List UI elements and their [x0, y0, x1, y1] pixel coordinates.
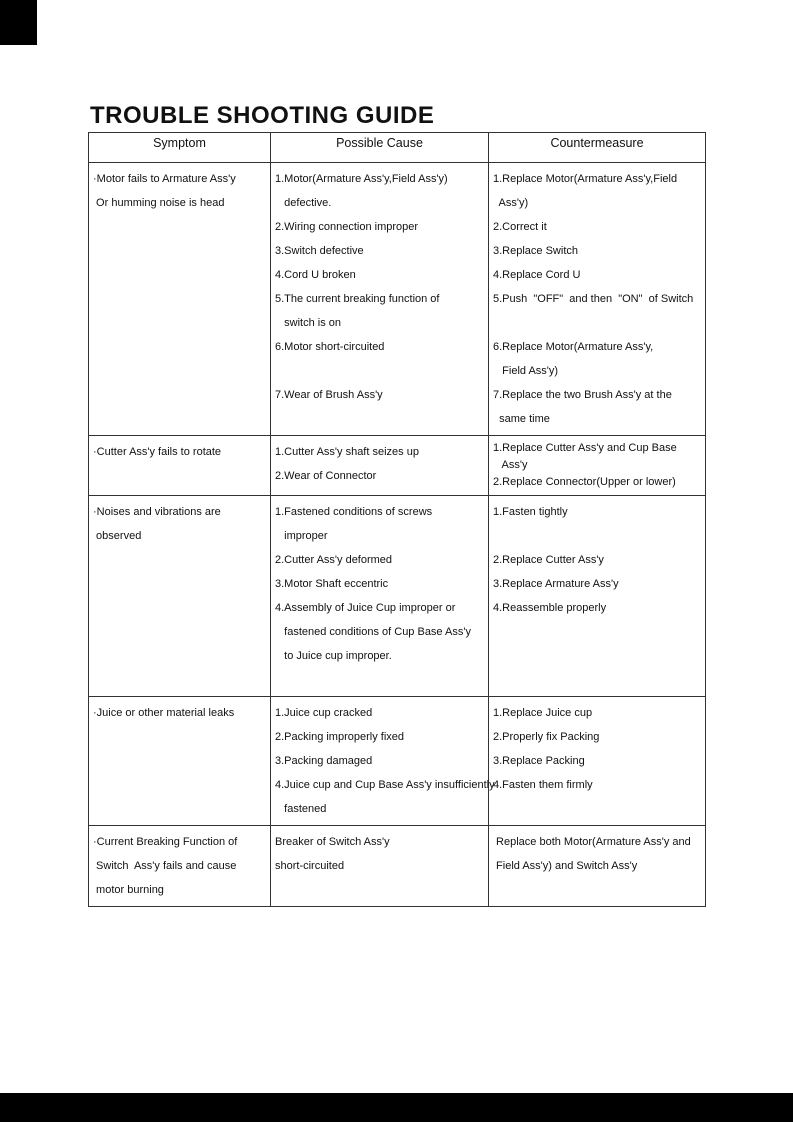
text-line: 4.Reassemble properly	[493, 602, 607, 614]
text-line: observed	[93, 530, 142, 542]
scan-artifact-top-left	[0, 0, 37, 45]
text-line: 2.Wear of Connector	[275, 470, 377, 482]
page-title: TROUBLE SHOOTING GUIDE	[90, 102, 435, 130]
text-line: 2.Replace Connector(Upper or lower)	[493, 476, 676, 488]
text-line: ·Motor fails to Armature Ass'y	[93, 173, 236, 185]
text-line	[493, 311, 703, 335]
text-line: 2.Cutter Ass'y deformed	[275, 554, 393, 566]
text-line: 3.Replace Armature Ass'y	[493, 578, 619, 590]
text-line: Switch Ass'y fails and cause	[93, 860, 237, 872]
text-line: 6.Motor short-circuited	[275, 341, 385, 353]
text-line: short-circuited	[275, 860, 345, 872]
header-symptom: Symptom	[89, 133, 271, 163]
symptom-cell	[89, 496, 271, 697]
cause-cell	[271, 163, 489, 436]
text-line: 3.Packing damaged	[275, 755, 373, 767]
text-line: 1.Juice cup cracked	[275, 707, 373, 719]
text-line: 3.Replace Switch	[493, 245, 578, 257]
text-line: switch is on	[275, 317, 342, 329]
text-line: fastened	[275, 803, 327, 815]
troubleshooting-table	[88, 132, 706, 907]
text-line	[275, 359, 486, 383]
text-line	[493, 524, 703, 548]
text-line: 1.Cutter Ass'y shaft seizes up	[275, 446, 419, 458]
countermeasure-cell	[489, 163, 706, 436]
table-header	[89, 133, 706, 163]
table-row	[89, 163, 706, 436]
cause-cell	[271, 826, 489, 907]
countermeasure-cell	[489, 436, 706, 496]
header-possible-cause: Possible Cause	[271, 133, 489, 163]
text-line: 4.Assembly of Juice Cup improper or	[275, 602, 456, 614]
text-line: Field Ass'y)	[493, 365, 559, 377]
scan-artifact-bottom-bar	[0, 1093, 793, 1122]
symptom-cell	[89, 826, 271, 907]
text-line: 4.Replace Cord U	[493, 269, 581, 281]
text-line: 2.Wiring connection improper	[275, 221, 419, 233]
countermeasure-cell	[489, 697, 706, 826]
table-row	[89, 826, 706, 907]
text-line: 3.Switch defective	[275, 245, 364, 257]
text-line: Ass'y	[493, 459, 528, 471]
symptom-cell	[89, 697, 271, 826]
text-line: ·Current Breaking Function of	[93, 836, 238, 848]
text-line: 2.Packing improperly fixed	[275, 731, 405, 743]
text-line: 1.Fasten tightly	[493, 506, 568, 518]
text-line: 1.Motor(Armature Ass'y,Field Ass'y)	[275, 173, 448, 185]
text-line: Field Ass'y) and Switch Ass'y	[493, 860, 638, 872]
text-line: 6.Replace Motor(Armature Ass'y,	[493, 341, 654, 353]
text-line: 4.Cord U broken	[275, 269, 356, 281]
text-line: ·Juice or other material leaks	[93, 707, 235, 719]
text-line: motor burning	[93, 884, 164, 896]
text-line: 1.Replace Cutter Ass'y and Cup Base	[493, 442, 677, 454]
text-line: ·Noises and vibrations are	[93, 506, 221, 518]
text-line: 3.Motor Shaft eccentric	[275, 578, 389, 590]
text-line: Replace both Motor(Armature Ass'y and	[493, 836, 691, 848]
countermeasure-cell	[489, 496, 706, 697]
text-line: 1.Replace Motor(Armature Ass'y,Field	[493, 173, 678, 185]
table-row	[89, 496, 706, 697]
text-line: same time	[493, 413, 550, 425]
table-row	[89, 436, 706, 496]
countermeasure-cell	[489, 826, 706, 907]
text-line: ·Cutter Ass'y fails to rotate	[93, 446, 222, 458]
cause-cell	[271, 697, 495, 826]
text-line: defective.	[275, 197, 332, 209]
text-line	[275, 668, 486, 692]
text-line: improper	[275, 530, 328, 542]
symptom-cell	[89, 436, 271, 496]
text-line: 2.Replace Cutter Ass'y	[493, 554, 604, 566]
text-line: 7.Replace the two Brush Ass'y at the	[493, 389, 672, 401]
text-line: 1.Replace Juice cup	[493, 707, 593, 719]
header-row	[89, 133, 706, 163]
text-line: 1.Fastened conditions of screws	[275, 506, 433, 518]
text-line: Breaker of Switch Ass'y	[275, 836, 390, 848]
text-line: 5.Push "OFF" and then "ON" of Switch	[493, 293, 694, 305]
header-countermeasure: Countermeasure	[489, 133, 706, 163]
symptom-cell	[89, 163, 271, 436]
cause-cell	[271, 436, 489, 496]
text-line: 7.Wear of Brush Ass'y	[275, 389, 383, 401]
text-line: 2.Properly fix Packing	[493, 731, 600, 743]
text-line: Ass'y)	[493, 197, 529, 209]
text-line: Or humming noise is head	[93, 197, 225, 209]
text-line: 5.The current breaking function of	[275, 293, 440, 305]
text-line: fastened conditions of Cup Base Ass'y	[275, 626, 471, 638]
text-line: 3.Replace Packing	[493, 755, 585, 767]
text-line: 2.Correct it	[493, 221, 547, 233]
cause-cell	[271, 496, 489, 697]
table-body	[89, 163, 706, 907]
text-line: to Juice cup improper.	[275, 650, 392, 662]
text-line: 4.Juice cup and Cup Base Ass'y insufficiently	[275, 779, 495, 791]
text-line: 4.Fasten them firmly	[493, 779, 593, 791]
table-row	[89, 697, 706, 826]
